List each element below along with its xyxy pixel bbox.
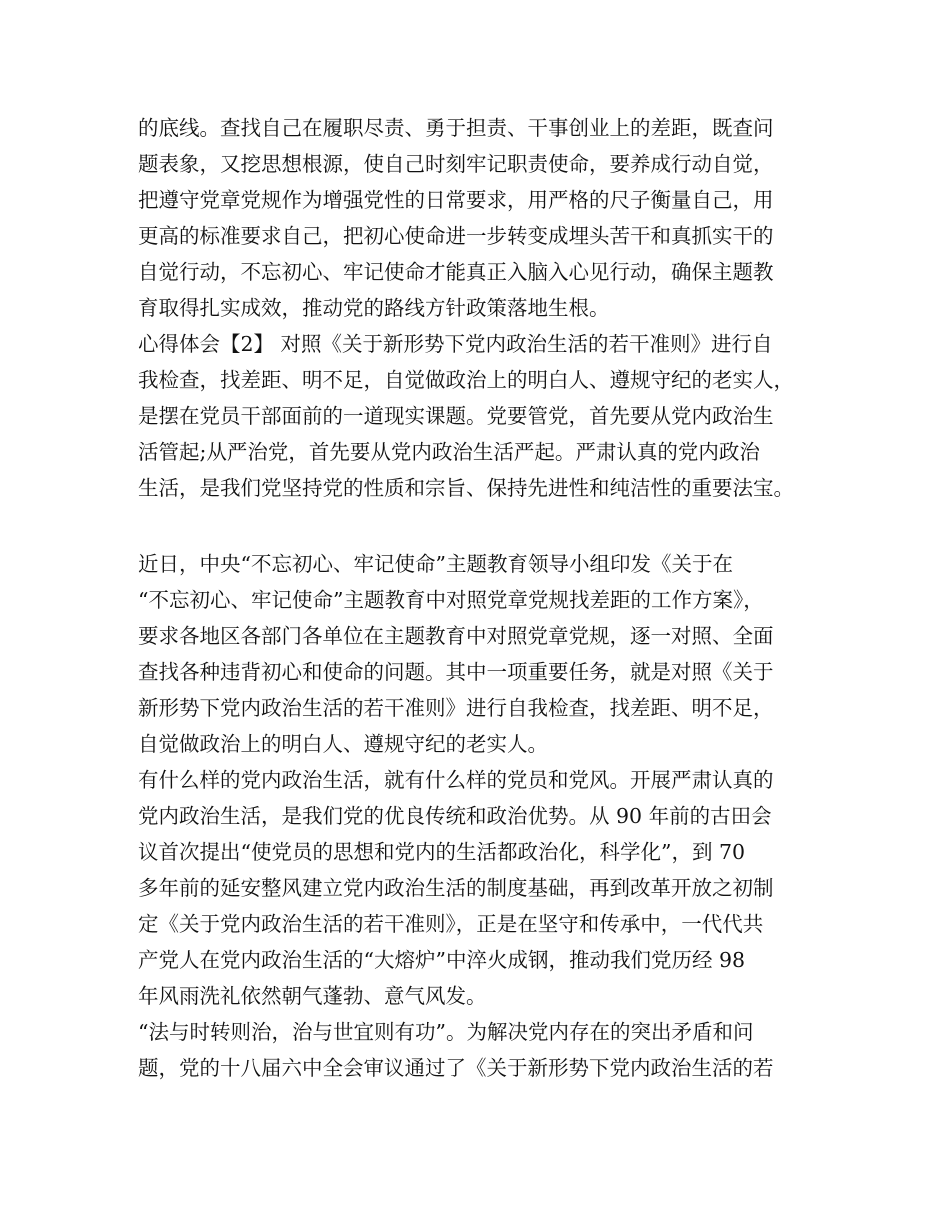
text-line: 产党人在党内政治生活的“大熔炉”中淬火成钢，推动我们党历经 98: [138, 948, 746, 972]
text-line: 查找各种违背初心和使命的问题。其中一项重要任务，就是对照《关于: [138, 660, 774, 684]
text-line: 定《关于党内政治生活的若干准则》，正是在坚守和传承中，一代代共: [138, 912, 764, 936]
text-line: 是摆在党员干部面前的一道现实课题。党要管党，首先要从党内政治生: [138, 404, 774, 428]
section-heading-line: 心得体会【2】 对照《关于新形势下党内政治生活的若干准则》进行自: [138, 332, 773, 356]
text-line: 议首次提出“使党员的思想和党内的生活都政治化，科学化”，到 70: [138, 840, 746, 864]
text-line: 要求各地区各部门各单位在主题教育中对照党章党规，逐一对照、全面: [138, 624, 774, 648]
text-line: 自觉做政治上的明白人、遵规守纪的老实人。: [138, 732, 548, 756]
text-line: 近日，中央“不忘初心、牢记使命”主题教育领导小组印发《关于在: [138, 552, 733, 576]
text-line: 生活，是我们党坚持党的性质和宗旨、保持先进性和纯洁性的重要法宝。: [138, 476, 794, 500]
text-line: 活管起;从严治党，首先要从党内政治生活严起。严肃认真的党内政治: [138, 440, 760, 464]
text-line: 有什么样的党内政治生活，就有什么样的党员和党风。开展严肃认真的: [138, 768, 774, 792]
text-line: 把遵守党章党规作为增强党性的日常要求，用严格的尺子衡量自己，用: [138, 188, 774, 212]
text-line: 的底线。查找自己在履职尽责、勇于担责、干事创业上的差距，既查问: [138, 116, 774, 140]
text-line: 党内政治生活，是我们党的优良传统和政治优势。从 90 年前的古田会: [138, 804, 772, 828]
text-line: 多年前的延安整风建立党内政治生活的制度基础，再到改革开放之初制: [138, 876, 774, 900]
text-line: 更高的标准要求自己，把初心使命进一步转变成埋头苦干和真抓实干的: [138, 224, 774, 248]
text-line: 我检查，找差距、明不足，自觉做政治上的明白人、遵规守纪的老实人，: [138, 368, 794, 392]
text-line: “法与时转则治，治与世宜则有功”。为解决党内存在的突出矛盾和问: [138, 1020, 754, 1044]
text-line: 育取得扎实成效，推动党的路线方针政策落地生根。: [138, 296, 610, 320]
text-line: 新形势下党内政治生活的若干准则》进行自我检查，找差距、明不足，: [138, 696, 774, 720]
text-line: “不忘初心、牢记使命”主题教育中对照党章党规找差距的工作方案》，: [138, 588, 764, 612]
text-line: 题表象，又挖思想根源，使自己时刻牢记职责使命，要养成行动自觉，: [138, 152, 774, 176]
text-line: 自觉行动，不忘初心、牢记使命才能真正入脑入心见行动，确保主题教: [138, 260, 774, 284]
text-line: 题，党的十八届六中全会审议通过了《关于新形势下党内政治生活的若: [138, 1056, 774, 1080]
text-line: 年风雨洗礼依然朝气蓬勃、意气风发。: [138, 984, 487, 1008]
